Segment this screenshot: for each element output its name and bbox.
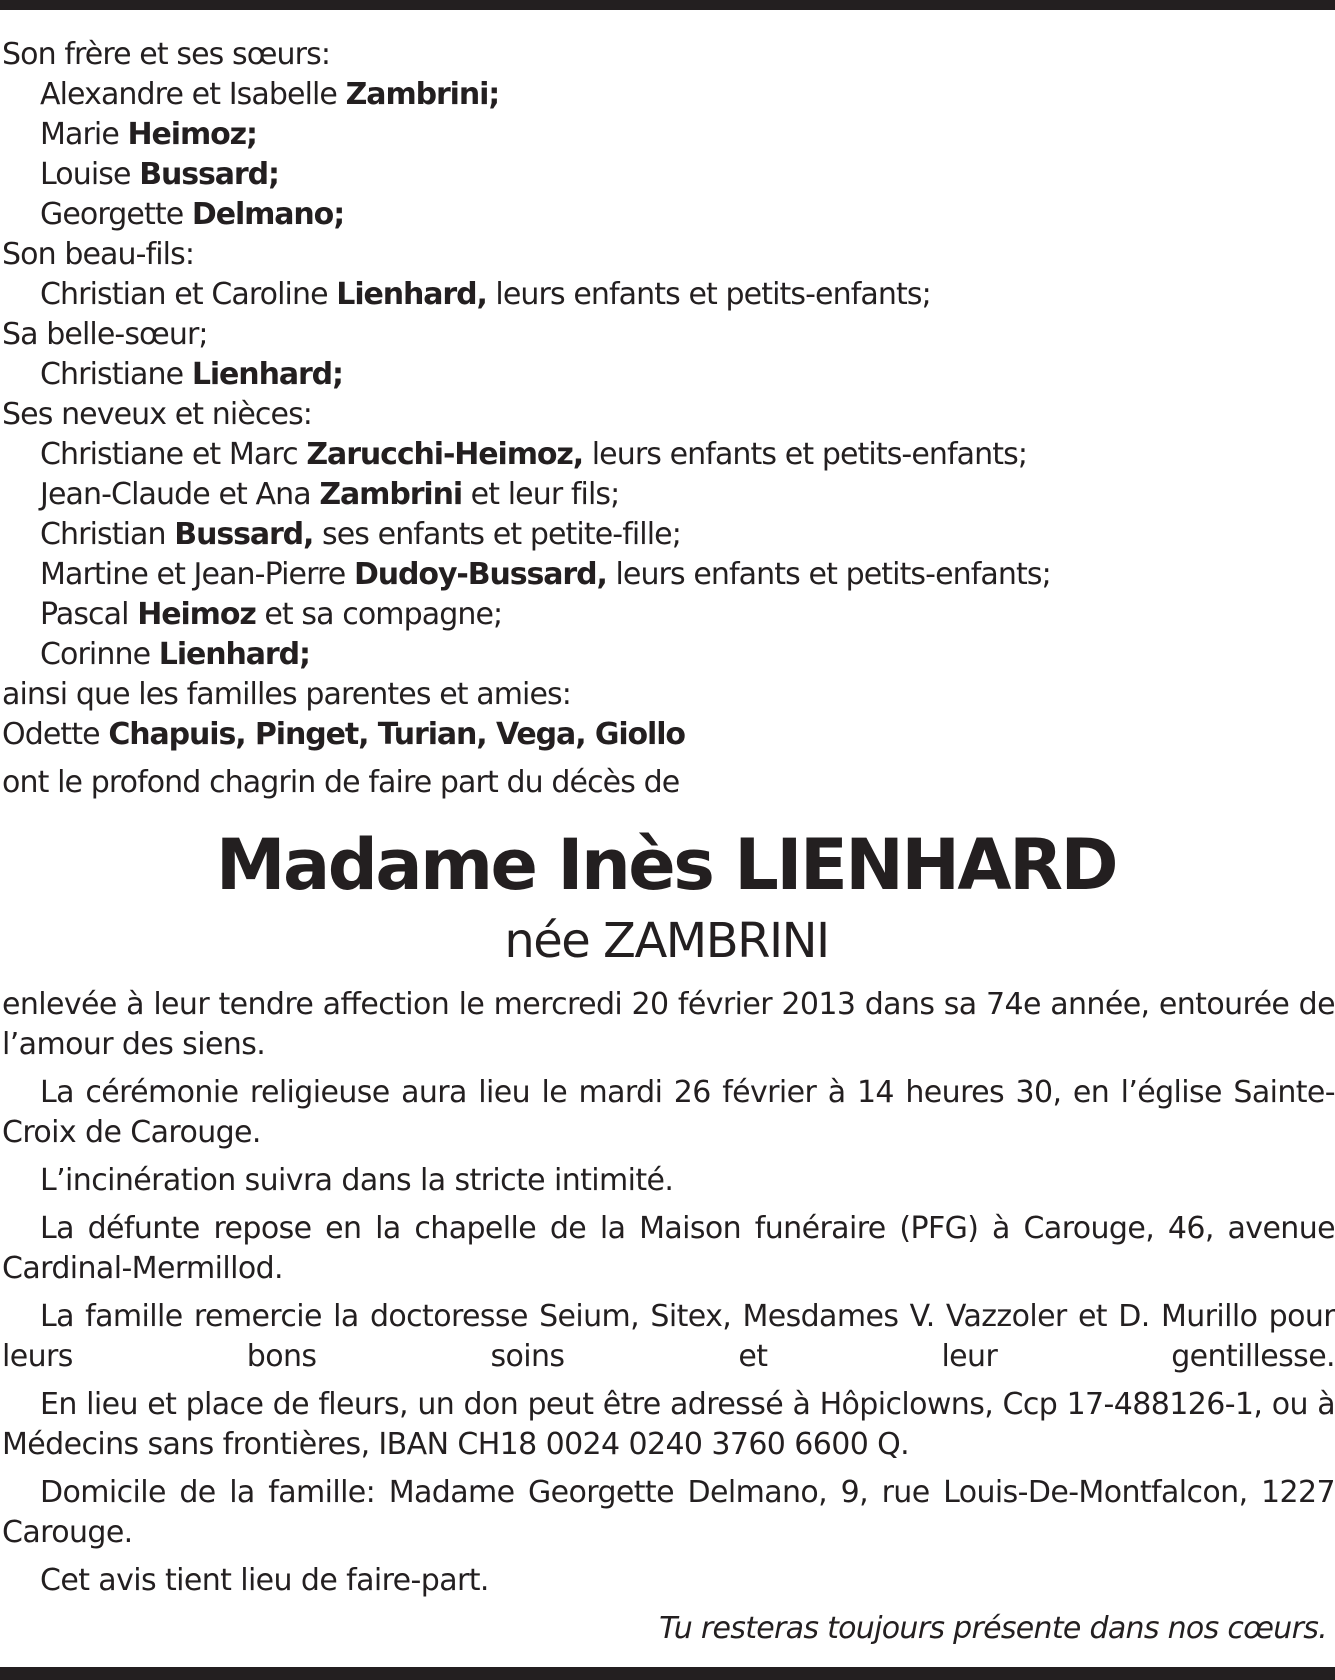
family-text: leurs enfants et petits-enfants; (486, 277, 931, 312)
family-text: Alexandre et Isabelle (40, 77, 346, 112)
family-text: Christian et Caroline (40, 277, 337, 312)
cremation-paragraph: L’incinération suivra dans la stricte intimité. (40, 1163, 674, 1198)
family-surname: Bussard, (174, 517, 314, 552)
family-surname: Lienhard; (158, 637, 310, 672)
family-text: ainsi que les familles parentes et amies: (2, 677, 571, 712)
thanks-paragraph: La famille remercie la doctoresse Seium, Sitex, Mesdames V. Vazzoler et D. Murillo pour leurs bons soins et leur gentillesse. (2, 1299, 1335, 1374)
family-text: Odette (2, 717, 109, 752)
family-surname: Lienhard, (336, 277, 487, 312)
family-text: Ses neveux et nièces: (2, 397, 313, 432)
family-member-line (2, 275, 1335, 315)
family-surname: Lienhard; (191, 357, 343, 392)
family-text: Martine et Jean-Pierre (40, 557, 354, 592)
family-text: et leur fils; (462, 477, 620, 512)
family-surname: Zambrini (319, 477, 463, 512)
family-member-line (2, 555, 1335, 595)
maiden-name: née ZAMBRINI (504, 913, 829, 969)
family-text: Pascal (40, 597, 138, 632)
family-text: Sa belle-sœur; (2, 317, 208, 352)
family-text: Marie (40, 117, 128, 152)
family-text: Georgette (40, 197, 192, 232)
closing-phrase: Tu resteras toujours présente dans nos cœurs. (659, 1611, 1327, 1646)
family-member-line (2, 115, 1335, 155)
family-text: ses enfants et petite-fille; (313, 517, 681, 552)
family-surname: Heimoz (137, 597, 256, 632)
family-member-line (2, 155, 1335, 195)
family-member-line (2, 75, 1335, 115)
family-group-heading (2, 235, 1335, 275)
family-surname: Heimoz; (127, 117, 257, 152)
family-group-heading (2, 35, 1335, 75)
notice-paragraph: Cet avis tient lieu de faire-part. (40, 1563, 489, 1598)
family-group-heading (2, 395, 1335, 435)
top-rule (0, 0, 1335, 10)
family-surname: Zarucchi-Heimoz, (306, 437, 584, 472)
family-text: Christiane et Marc (40, 437, 307, 472)
deceased-name: Madame Inès LIENHARD (215, 824, 1117, 906)
announcement-intro: ont le profond chagrin de faire part du décès de (2, 765, 680, 800)
family-member-line (2, 475, 1335, 515)
bottom-rule (0, 1667, 1335, 1680)
family-surname: Chapuis, Pinget, Turian, Vega, Giollo (108, 717, 685, 752)
family-list (2, 35, 1335, 755)
family-text: Son beau-fils: (2, 237, 195, 272)
family-text: Louise (40, 157, 140, 192)
family-text: leurs enfants et petits-enfants; (606, 557, 1051, 592)
family-address-paragraph: Domicile de la famille: Madame Georgette Delmano, 9, rue Louis-De-Montfalcon, 1227 Carouge. (2, 1475, 1335, 1550)
family-surname: Bussard; (139, 157, 279, 192)
family-member-line (2, 435, 1335, 475)
death-paragraph: enlevée à leur tendre affection le mercredi 20 février 2013 dans sa 74e année, entourée de l’amour des siens. (2, 987, 1335, 1062)
family-member-line (2, 635, 1335, 675)
family-member-line (2, 355, 1335, 395)
family-text: Christiane (40, 357, 192, 392)
donation-paragraph: En lieu et place de fleurs, un don peut être adressé à Hôpiclowns, Ccp 17-488126-1, ou à Médecins sans frontières, IBAN CH18 0024 0240 3760 6600 Q. (2, 1387, 1335, 1462)
ceremony-paragraph: La cérémonie religieuse aura lieu le mardi 26 février à 14 heures 30, en l’église Sainte-Croix de Carouge. (2, 1075, 1335, 1150)
obituary-notice (2, 35, 1335, 1649)
family-surname: Delmano; (191, 197, 345, 232)
family-text: et sa compagne; (255, 597, 503, 632)
family-group-heading (2, 315, 1335, 355)
family-surname: Zambrini; (345, 77, 500, 112)
family-group-heading (2, 675, 1335, 715)
family-member-line (2, 195, 1335, 235)
family-member-line (2, 595, 1335, 635)
family-text: Son frère et ses sœurs: (2, 37, 331, 72)
repose-paragraph: La défunte repose en la chapelle de la Maison funéraire (PFG) à Carouge, 46, avenue Cardinal-Mermillod. (2, 1211, 1335, 1286)
family-text: Corinne (40, 637, 159, 672)
family-member-line (2, 515, 1335, 555)
family-surname: Dudoy-Bussard, (354, 557, 607, 592)
family-group-heading (2, 715, 1335, 755)
family-text: leurs enfants et petits-enfants; (583, 437, 1028, 472)
family-text: Jean-Claude et Ana (40, 477, 320, 512)
family-text: Christian (40, 517, 175, 552)
